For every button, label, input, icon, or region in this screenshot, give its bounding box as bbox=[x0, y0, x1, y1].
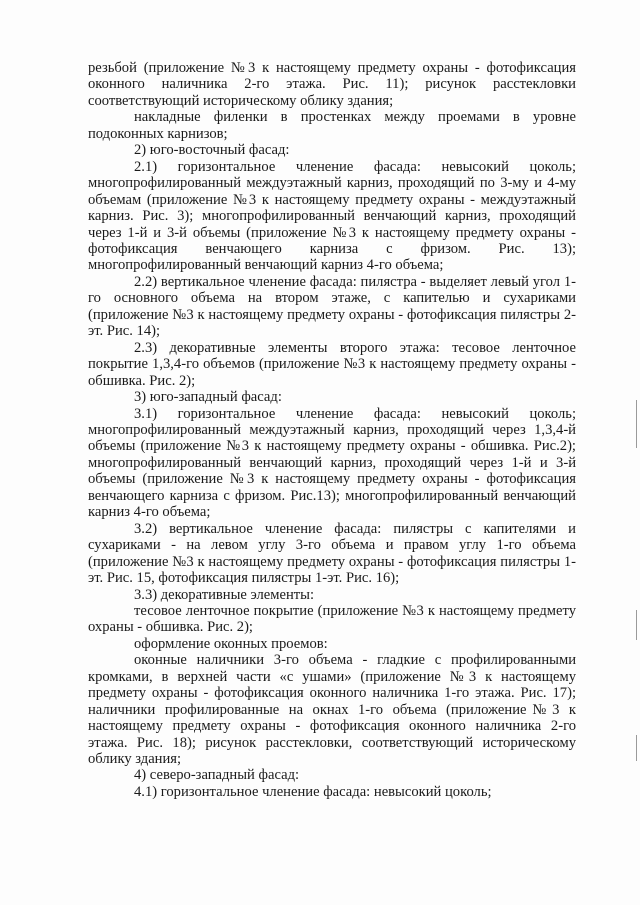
paragraph-3-1: 3.1) горизонтальное членение фасада: невысокий цоколь; многопрофилированный междуэтажный карниз, проходящий через 1,3,4-й объемы (приложение №3 к настоящему предмету охраны - обшивка. Рис.2); многопрофилированный венчающий карниз, проходящий через 1-й и 3-й объемы (приложение №3 к настоящему предмету охраны - фотофиксация венчающего карниза с фризом. Рис.13); многопрофилированный венчающий карниз 4-го объема; bbox=[88, 405, 580, 521]
paragraph-3-2: 3.2) вертикальное членение фасада: пилястры с капителями и сухариками - на левом углу 3-го объема и правом углу 1-го объема (приложение №3 к настоящему предмету охраны - фотофиксация пилястры 1-эт. Рис. 15, фотофиксация пилястры 1-эт. Рис. 16); bbox=[88, 520, 580, 587]
heading-northwest-facade: 4) северо-западный фасад: bbox=[134, 767, 300, 784]
paragraph-window-design: оформление оконных проемов: bbox=[134, 635, 328, 652]
heading-southeast-facade: 2) юго-восточный фасад: bbox=[134, 142, 290, 159]
scan-edge-mark bbox=[636, 610, 637, 640]
paragraph-2-3: 2.3) декоративные элементы второго этажа: тесовое ленточное покрытие 1,3,4-го объемов (приложение №3 к настоящему предмету охраны - обшивка. Рис. 2); bbox=[88, 339, 580, 389]
document-body bbox=[88, 60, 580, 800]
paragraph-window-casings: оконные наличники 3-го объема - гладкие с профилированными кромками, в верхней части «с ушами» (приложение №3 к настоящему предмету охраны - фотофиксация оконного наличника 1-го этажа. Рис. 17); наличники профилированные на окнах 1-го объема (приложение№3 к настоящему предмету охраны - фотофиксация оконного наличника 2-го этажа. Рис. 18); рисунок расстекловки, соответствующий историческому облику здания; bbox=[88, 652, 580, 768]
paragraph-window-carving: резьбой (приложение №3 к настоящему предмету охраны - фотофиксация оконного наличника 2-го этажа. Рис. 11); рисунок расстекловки соответствующий историческому облику здания; bbox=[88, 60, 580, 109]
scan-edge-mark bbox=[636, 400, 637, 448]
heading-southwest-facade: 3) юго-западный фасад: bbox=[134, 389, 282, 406]
paragraph-3-3: 3.3) декоративные элементы: bbox=[134, 586, 315, 603]
paragraph-2-1: 2.1) горизонтальное членение фасада: невысокий цоколь; многопрофилированный междуэтажный карниз, проходящий по 3-му и 4-му объемам (приложение №3 к настоящему предмету охраны - междуэтажный карниз. Рис. 3); многопрофилированный венчающий карниз, проходящий через 1-й и 3-й объемы (приложение №3 к настоящему предмету охраны - фотофиксация венчающего карниза с фризом. Рис. 13); многопрофилированный венчающий карниз 4-го объема; bbox=[88, 158, 580, 274]
scan-edge-mark bbox=[636, 735, 637, 761]
paragraph-planking: тесовое ленточное покрытие (приложение №3 к настоящему предмету охраны - обшивка. Рис. 2); bbox=[88, 602, 580, 636]
paragraph-panels: накладные филенки в простенках между проемами в уровне подоконных карнизов; bbox=[88, 109, 580, 142]
paragraph-4-1: 4.1) горизонтальное членение фасада: невысокий цоколь; bbox=[134, 783, 492, 800]
paragraph-2-2: 2.2) вертикальное членение фасада: пилястра - выделяет левый угол 1-го основного объема на втором этаже, с капителью и сухариками (приложение №3 к настоящему предмету охраны - фотофиксация пилястры 2-эт. Рис. 14); bbox=[88, 273, 580, 340]
